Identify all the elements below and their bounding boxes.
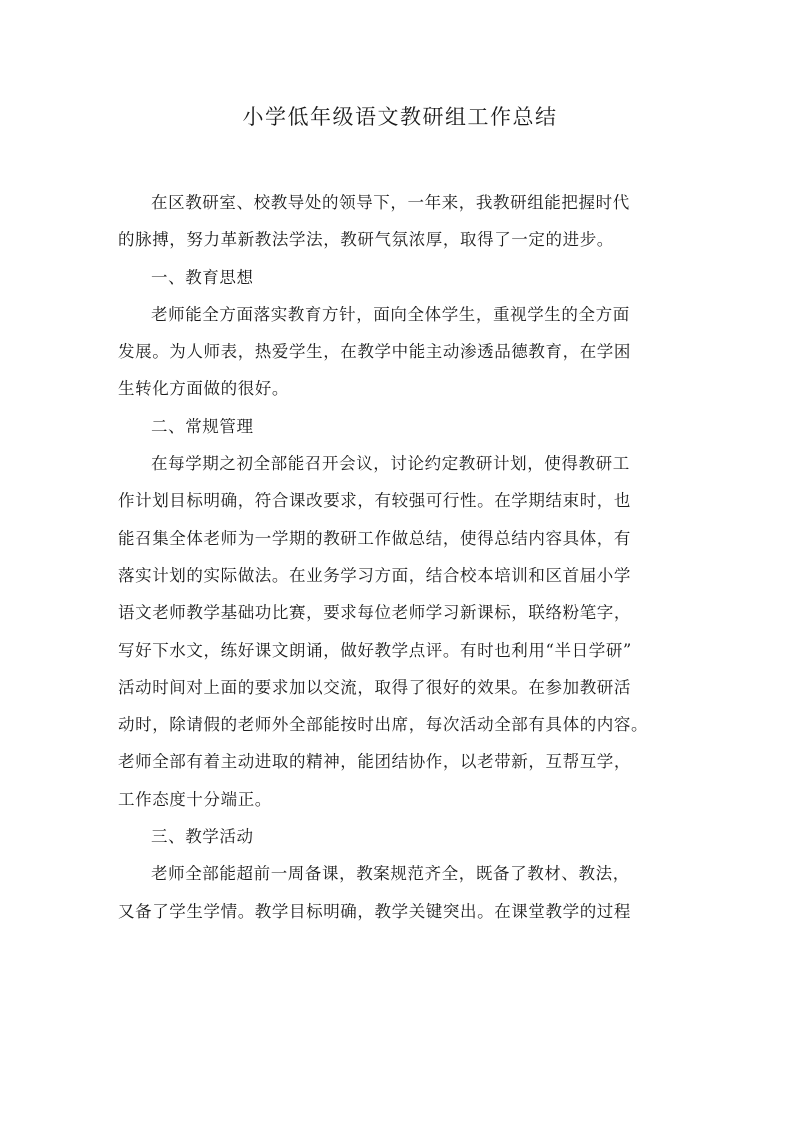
- text-line: 老师能全方面落实教育方针，面向全体学生，重视学生的全方面: [151, 304, 630, 324]
- text-line: 三、教学活动: [151, 827, 254, 847]
- document-title: 小学低年级语文教研组工作总结: [242, 105, 558, 129]
- text-line: 动时，除请假的老师外全部能按时出席，每次活动全部有具体的内容。: [118, 715, 649, 735]
- section-heading: [118, 259, 690, 296]
- text-line: 语文老师教学基础功比赛，要求每位老师学习新课标，联络粉笔字，: [118, 603, 631, 623]
- text-line: 落实计划的实际做法。在业务学习方面，结合校本培训和区首届小学: [118, 565, 631, 585]
- text-line: 的脉搏，努力革新教法学法，教研气氛浓厚，取得了一定的进步。: [118, 230, 614, 250]
- text-line: 在每学期之初全部能召开会议，讨论约定教研计划，使得教研工: [151, 454, 630, 474]
- text-line: 一、教育思想: [151, 267, 254, 287]
- section-heading: [118, 818, 690, 855]
- paragraph: [118, 296, 690, 408]
- section-heading: [118, 408, 690, 445]
- text-line: 老师全部有着主动进取的精神，能团结协作，以老带新，互帮互学，: [118, 752, 631, 772]
- text-line: 活动时间对上面的要求加以交流，取得了很好的效果。在参加教研活: [118, 677, 631, 697]
- paragraph: [118, 445, 690, 818]
- document-body: [118, 184, 690, 930]
- text-line: 写好下水文，练好课文朗诵，做好教学点评。有时也利用“半日学研”: [118, 640, 632, 660]
- text-line: 又备了学生学情。教学目标明确，教学关键突出。在课堂教学的过程: [118, 901, 631, 921]
- text-line: 发展。为人师表，热爱学生，在教学中能主动渗透品德教育，在学困: [118, 342, 631, 362]
- text-line: 能召集全体老师为一学期的教研工作做总结，使得总结内容具体，有: [118, 528, 631, 548]
- text-line: 在区教研室、校教导处的领导下，一年来，我教研组能把握时代: [151, 193, 630, 212]
- paragraph: [118, 184, 690, 259]
- paragraph: [118, 855, 690, 930]
- text-line: 作计划目标明确，符合课改要求，有较强可行性。在学期结束时，也: [118, 491, 631, 511]
- text-line: 工作态度十分端正。: [118, 789, 272, 809]
- text-line: 老师全部能超前一周备课，教案规范齐全，既备了教材、教法，: [151, 864, 630, 884]
- text-line: 二、常规管理: [151, 416, 254, 436]
- text-line: 生转化方面做的很好。: [118, 379, 289, 399]
